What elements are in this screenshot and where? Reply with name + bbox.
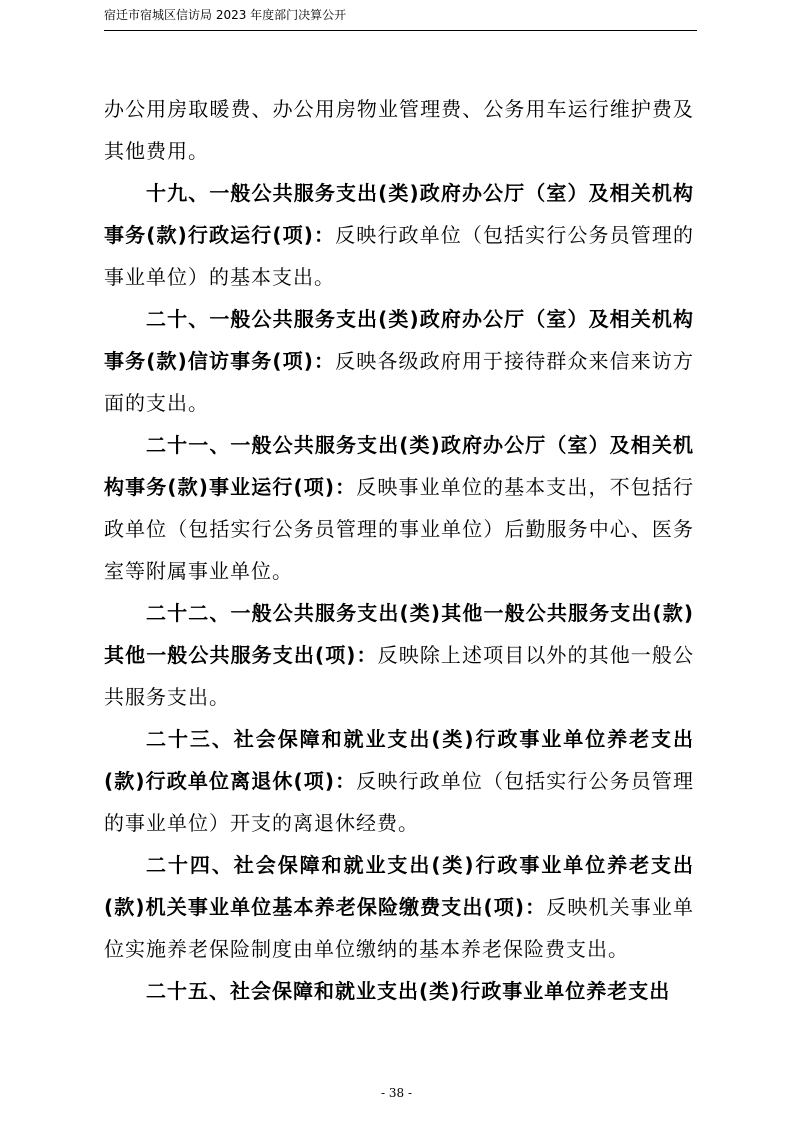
- paragraph-heading: 二十二、一般公共服务支出(类)其他一般公共服务支出(款)其他一般公共服务支出(项)：: [104, 601, 694, 667]
- paragraph-item-25: [104, 970, 694, 1012]
- paragraph-text: 反映行政单位（包括实行公务员管理的事业单位）开支的离退休经费。: [104, 769, 695, 835]
- paragraph-continuation: [104, 88, 694, 172]
- paragraph-heading: 二十、一般公共服务支出(类)政府办公厅（室）及相关机构事务(款)信访事务(项)：: [104, 307, 694, 373]
- paragraph-text: 反映行政单位（包括实行公务员管理的事业单位）的基本支出。: [104, 223, 695, 289]
- paragraph-heading: 二十一、一般公共服务支出(类)政府办公厅（室）及相关机构事务(款)事业运行(项)：: [104, 433, 694, 499]
- header-title: 宿迁市宿城区信访局 2023 年度部门决算公开: [104, 8, 347, 22]
- paragraph-text: 反映机关事业单位实施养老保险制度由单位缴纳的基本养老保险费支出。: [104, 895, 695, 961]
- paragraph-text: 反映各级政府用于接待群众来信来访方面的支出。: [104, 349, 695, 415]
- paragraph-heading: 二十五、社会保障和就业支出(类)行政事业单位养老支出: [146, 979, 671, 1003]
- paragraph-item-24: [104, 844, 694, 970]
- paragraph-heading: 二十三、社会保障和就业支出(类)行政事业单位养老支出(款)行政单位离退休(项)：: [104, 727, 694, 793]
- paragraph-item-20: [104, 298, 694, 424]
- paragraph-item-22: [104, 592, 694, 718]
- paragraph-heading: 二十四、社会保障和就业支出(类)行政事业单位养老支出(款)机关事业单位基本养老保险缴费支出(项)：: [104, 853, 694, 919]
- paragraph-item-21: [104, 424, 694, 592]
- page-number: - 38 -: [380, 1086, 412, 1100]
- paragraph-heading: 十九、一般公共服务支出(类)政府办公厅（室）及相关机构事务(款)行政运行(项)：: [104, 181, 694, 247]
- paragraph-item-23: [104, 718, 694, 844]
- page-header: [104, 6, 697, 31]
- document-body: [104, 88, 694, 1012]
- paragraph-item-19: [104, 172, 694, 298]
- page-footer: [0, 1085, 793, 1101]
- paragraph-text: 办公用房取暖费、办公用房物业管理费、公务用车运行维护费及其他费用。: [104, 97, 694, 163]
- paragraph-text: 反映除上述项目以外的其他一般公共服务支出。: [104, 643, 694, 709]
- paragraph-text: 反映事业单位的基本支出，不包括行政单位（包括实行公务员管理的事业单位）后勤服务中心、医务室等附属事业单位。: [104, 475, 695, 583]
